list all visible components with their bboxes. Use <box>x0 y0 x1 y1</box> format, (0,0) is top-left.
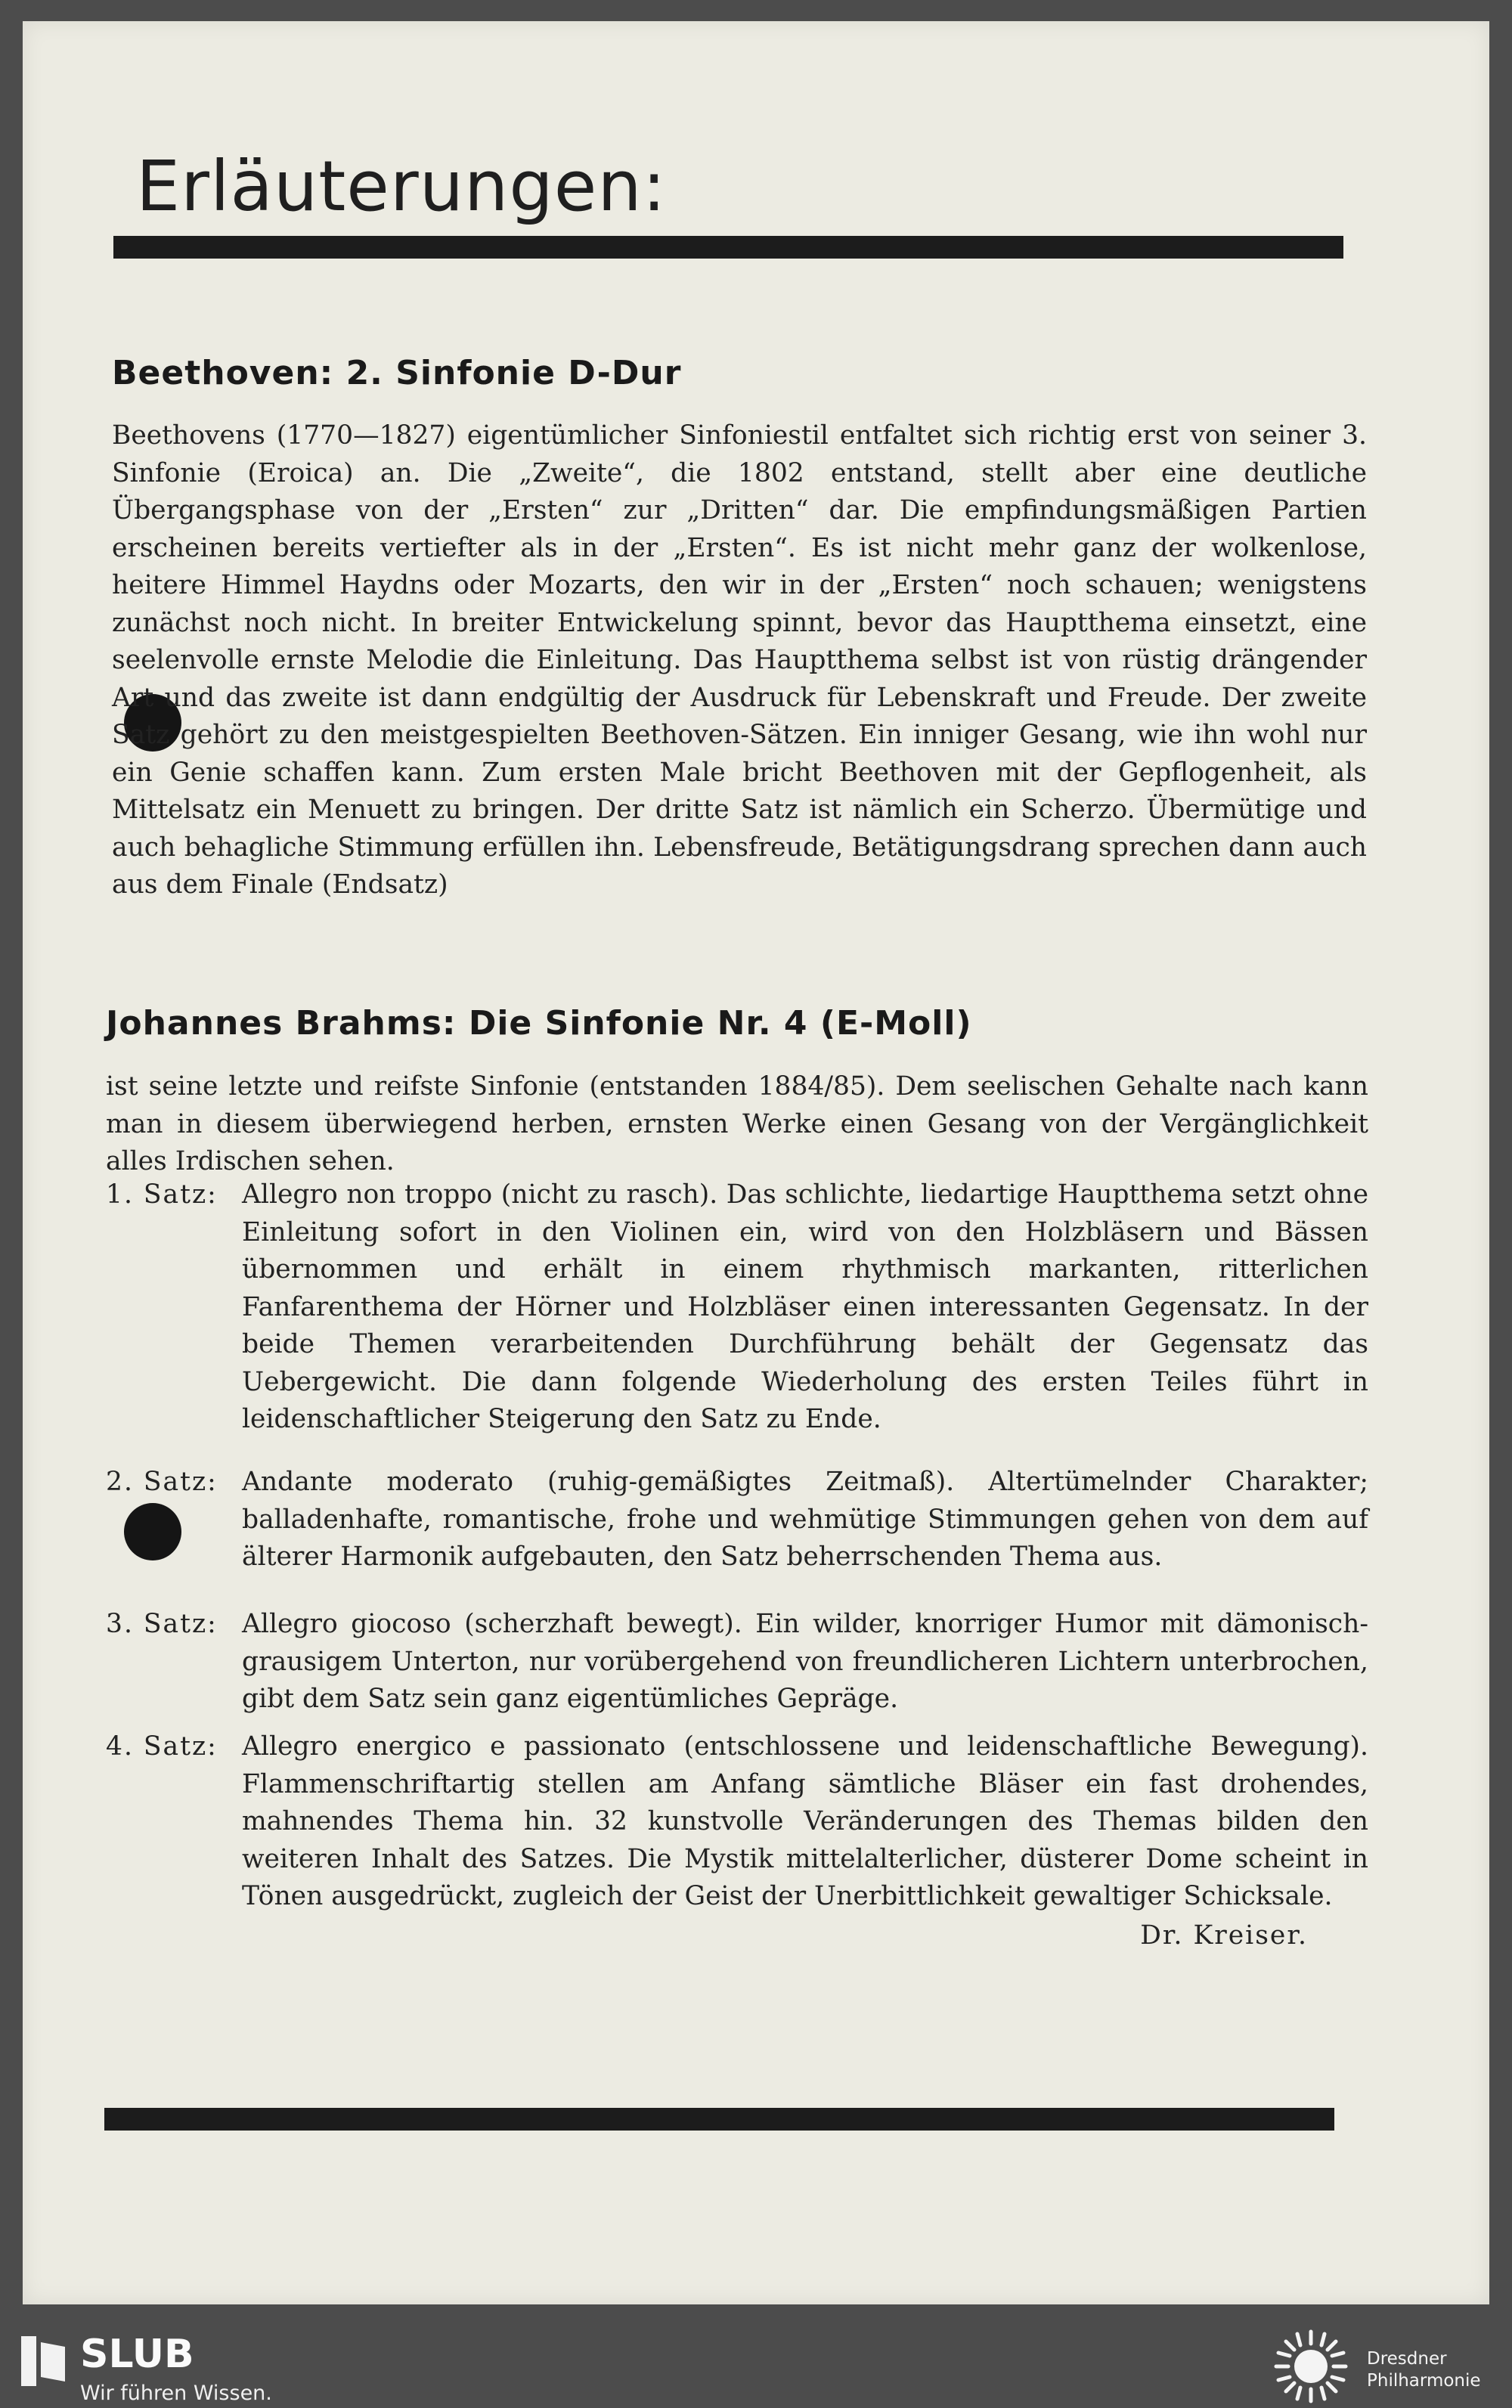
philharmonie-logo-icon <box>1272 2327 1350 2406</box>
beethoven-heading: Beethoven: 2. Sinfonie D-Dur <box>112 354 682 392</box>
philharmonie-name <box>1367 2348 1481 2392</box>
movement-text: Allegro energico e passionato (entschlossene und leidenschaftliche Bewegung). Flammenschriftartig stellen am Anfang sämtliche Bläser ein fast drohendes, mahnendes Thema hin. 32 kunstvolle Veränderungen des Themas bilden den weiteren Inhalt des Satzes. Die Mystik mittelalterlicher, düsterer Dome scheint in Tönen ausgedrückt, zugleich der Geist der Unerbittlichkeit gewaltiger Schicksale. <box>242 1731 1368 1911</box>
movement-label: 1. Satz: <box>106 1179 218 1210</box>
slub-name: SLUB <box>80 2332 194 2377</box>
movement-label: 2. Satz: <box>106 1467 218 1497</box>
brahms-intro: ist seine letzte und reifste Sinfonie (entstanden 1884/85). Dem seelischen Gehalte nach kann man in diesem überwiegend herben, ernsten Werke einen Gesang von der Vergänglichkeit alles Irdischen sehen. <box>106 1071 1368 1176</box>
movement-item <box>106 1606 1368 1718</box>
slub-logo-icon <box>21 2336 68 2386</box>
movement-item <box>106 1728 1368 1916</box>
top-divider-bar <box>113 236 1343 259</box>
footer-bar <box>0 2320 1512 2408</box>
slub-tagline: Wir führen Wissen. <box>80 2382 272 2405</box>
page-title: Erläuterungen: <box>136 146 667 227</box>
movement-text: Allegro giocoso (scherzhaft bewegt). Ein wilder, knorriger Humor mit dämonisch-grausigem Unterton, nur vorübergehend von freundlicheren Lichtern unterbrochen, gibt dem Satz sein ganz eigentümliches Gepräge. <box>242 1609 1368 1714</box>
movement-item <box>106 1464 1368 1576</box>
author-signature: Dr. Kreiser. <box>1140 1920 1308 1951</box>
philharmonie-line1: Dresdner <box>1367 2349 1447 2369</box>
bottom-divider-bar <box>104 2108 1334 2131</box>
movement-label: 3. Satz: <box>106 1609 218 1639</box>
document-page <box>23 21 1489 2304</box>
movement-text: Andante moderato (ruhig-gemäßigtes Zeitmaß). Altertümelnder Charakter; balladenhafte, romantische, frohe und wehmütige Stimmungen gehen von dem auf älterer Harmonik aufgebauten, den Satz beherrschenden Thema aus. <box>242 1467 1368 1572</box>
movement-text: Allegro non troppo (nicht zu rasch). Das schlichte, liedartige Hauptthema setzt ohne Einleitung sofort in den Violinen ein, wird von den Holzbläsern und Bässen übernommen und erhält in einem rhythmisch markanten, ritterlichen Fanfarenthema der Hörner und Holzbläser einen interessanten Gegensatz. In der beide Themen verarbeitenden Durchführung behält der Gegensatz das Uebergewicht. Die dann folgende Wiederholung des ersten Teiles führt in leidenschaftlicher Steigerung den Satz zu Ende. <box>242 1179 1368 1434</box>
philharmonie-line2: Philharmonie <box>1367 2371 1481 2391</box>
movement-item <box>106 1176 1368 1439</box>
brahms-heading: Johannes Brahms: Die Sinfonie Nr. 4 (E-Moll) <box>106 1004 972 1043</box>
beethoven-text: Beethovens (1770—1827) eigentümlicher Sinfoniestil entfaltet sich richtig erst von seiner 3. Sinfonie (Eroica) an. Die „Zweite“, die 1802 entstand, stellt aber eine deutliche Übergangsphase von der „Ersten“ zur „Dritten“ dar. Die empfindungsmäßigen Partien erscheinen bereits vertiefter als in der „Ersten“. Es ist nicht mehr ganz der wolkenlose, heitere Himmel Haydns oder Mozarts, den wir in der „Ersten“ noch schauen; wenigstens zunächst noch nicht. In breiter Entwickelung spinnt, bevor das Hauptthema einsetzt, eine seelenvolle ernste Melodie die Einleitung. Das Hauptthema selbst ist von rüstig drängender Art und das zweite ist dann endgültig der Ausdruck für Lebenskraft und Freude. Der zweite Satz gehört zu den meistgespielten Beethoven-Sätzen. Ein inniger Gesang, wie ihn wohl nur ein Genie schaffen kann. Zum ersten Male bricht Beethoven mit der Gepflogenheit, als Mittelsatz ein Menuett zu bringen. Der dritte Satz ist nämlich ein Scherzo. Übermütige und auch behagliche Stimmung erfüllen ihn. Lebensfreude, Betätigungsdrang sprechen dann auch aus dem Finale (Endsatz) <box>112 420 1367 900</box>
movement-label: 4. Satz: <box>106 1731 218 1762</box>
